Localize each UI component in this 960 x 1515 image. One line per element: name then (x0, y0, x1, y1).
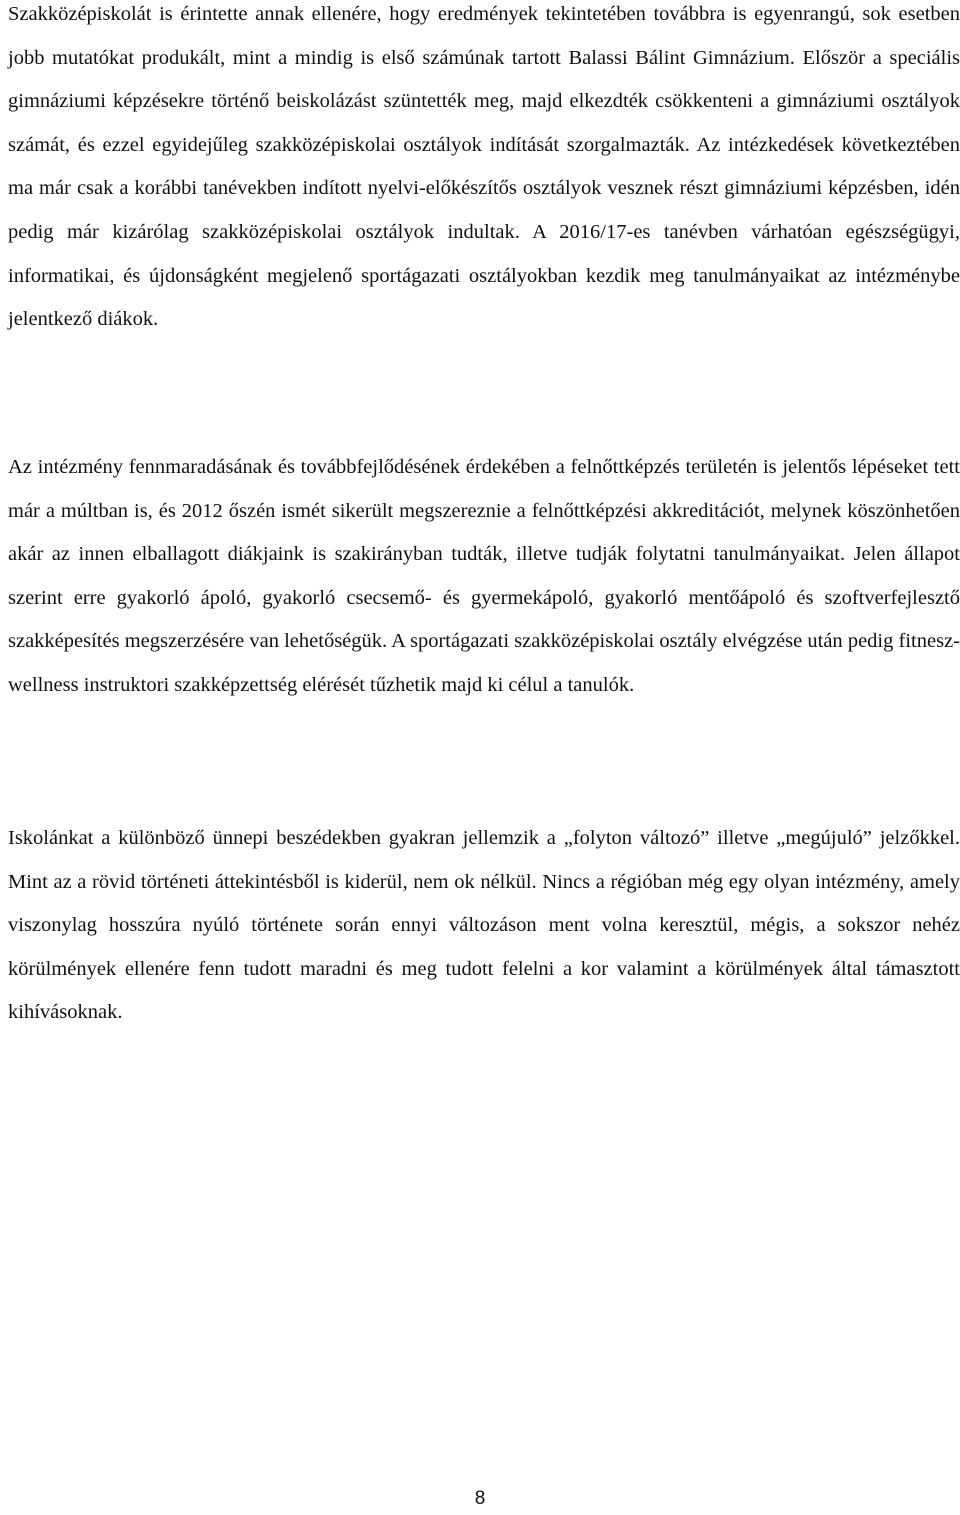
page-number: 8 (474, 1488, 486, 1509)
paragraph-2: Az intézmény fennmaradásának és továbbfejlődésének érdekében a felnőttképzés területén is jelentős lépéseket tett már a múltban is, és 2012 őszén ismét sikerült megszereznie a felnőttképzési akkreditációt, melynek köszönhetően akár az innen elballagott diákjaink is szakirányban tudták, illetve tudják folytatni tanulmányaikat. Jelen állapot szerint erre gyakorló ápoló, gyakorló csecsemő- és gyermekápoló, gyakorló mentőápoló és szoftverfejlesztő szakképesítés megszerzésére van lehetőségük. A sportágazati szakközépiskolai osztály elvégzése után pedig fitnesz-wellness instruktori szakképzettség elérését tűzhetik majd ki célul a tanulók. (8, 456, 960, 696)
paragraph-3: Iskolánkat a különböző ünnepi beszédekben gyakran jellemzik a „folyton változó” illetve „megújuló” jelzőkkel. Mint az a rövid történeti áttekintésből is kiderül, nem ok nélkül. Nincs a régióban még egy olyan intézmény, amely viszonylag hosszúra nyúló története során ennyi változáson ment volna keresztül, mégis, a sokszor nehéz körülmények ellenére fenn tudott maradni és meg tudott felelni a kor valamint a körülmények által támasztott kihívásoknak. (8, 827, 960, 1024)
paragraph-1: Szakközépiskolát is érintette annak ellenére, hogy eredmények tekintetében továbbra is egyenrangú, sok esetben jobb mutatókat produkált, mint a mindig is első számúnak tartott Balassi Bálint Gimnázium. Először a speciális gimnáziumi képzésekre történő beiskolázást szüntették meg, majd elkezdték csökkenteni a gimnáziumi osztályok számát, és ezzel egyidejűleg szakközépiskolai osztályok indítását szorgalmazták. Az intézkedések következtében ma már csak a korábbi tanévekben indított nyelvi-előkészítős osztályok vesznek részt gimnáziumi képzésben, idén pedig már kizárólag szakközépiskolai osztályok indultak. A 2016/17-es tanévben várhatóan egészségügyi, informatikai, és újdonságként megjelenő sportágazati osztályokban kezdik meg tanulmányaikat az intézménybe jelentkező diákok. (8, 3, 960, 331)
